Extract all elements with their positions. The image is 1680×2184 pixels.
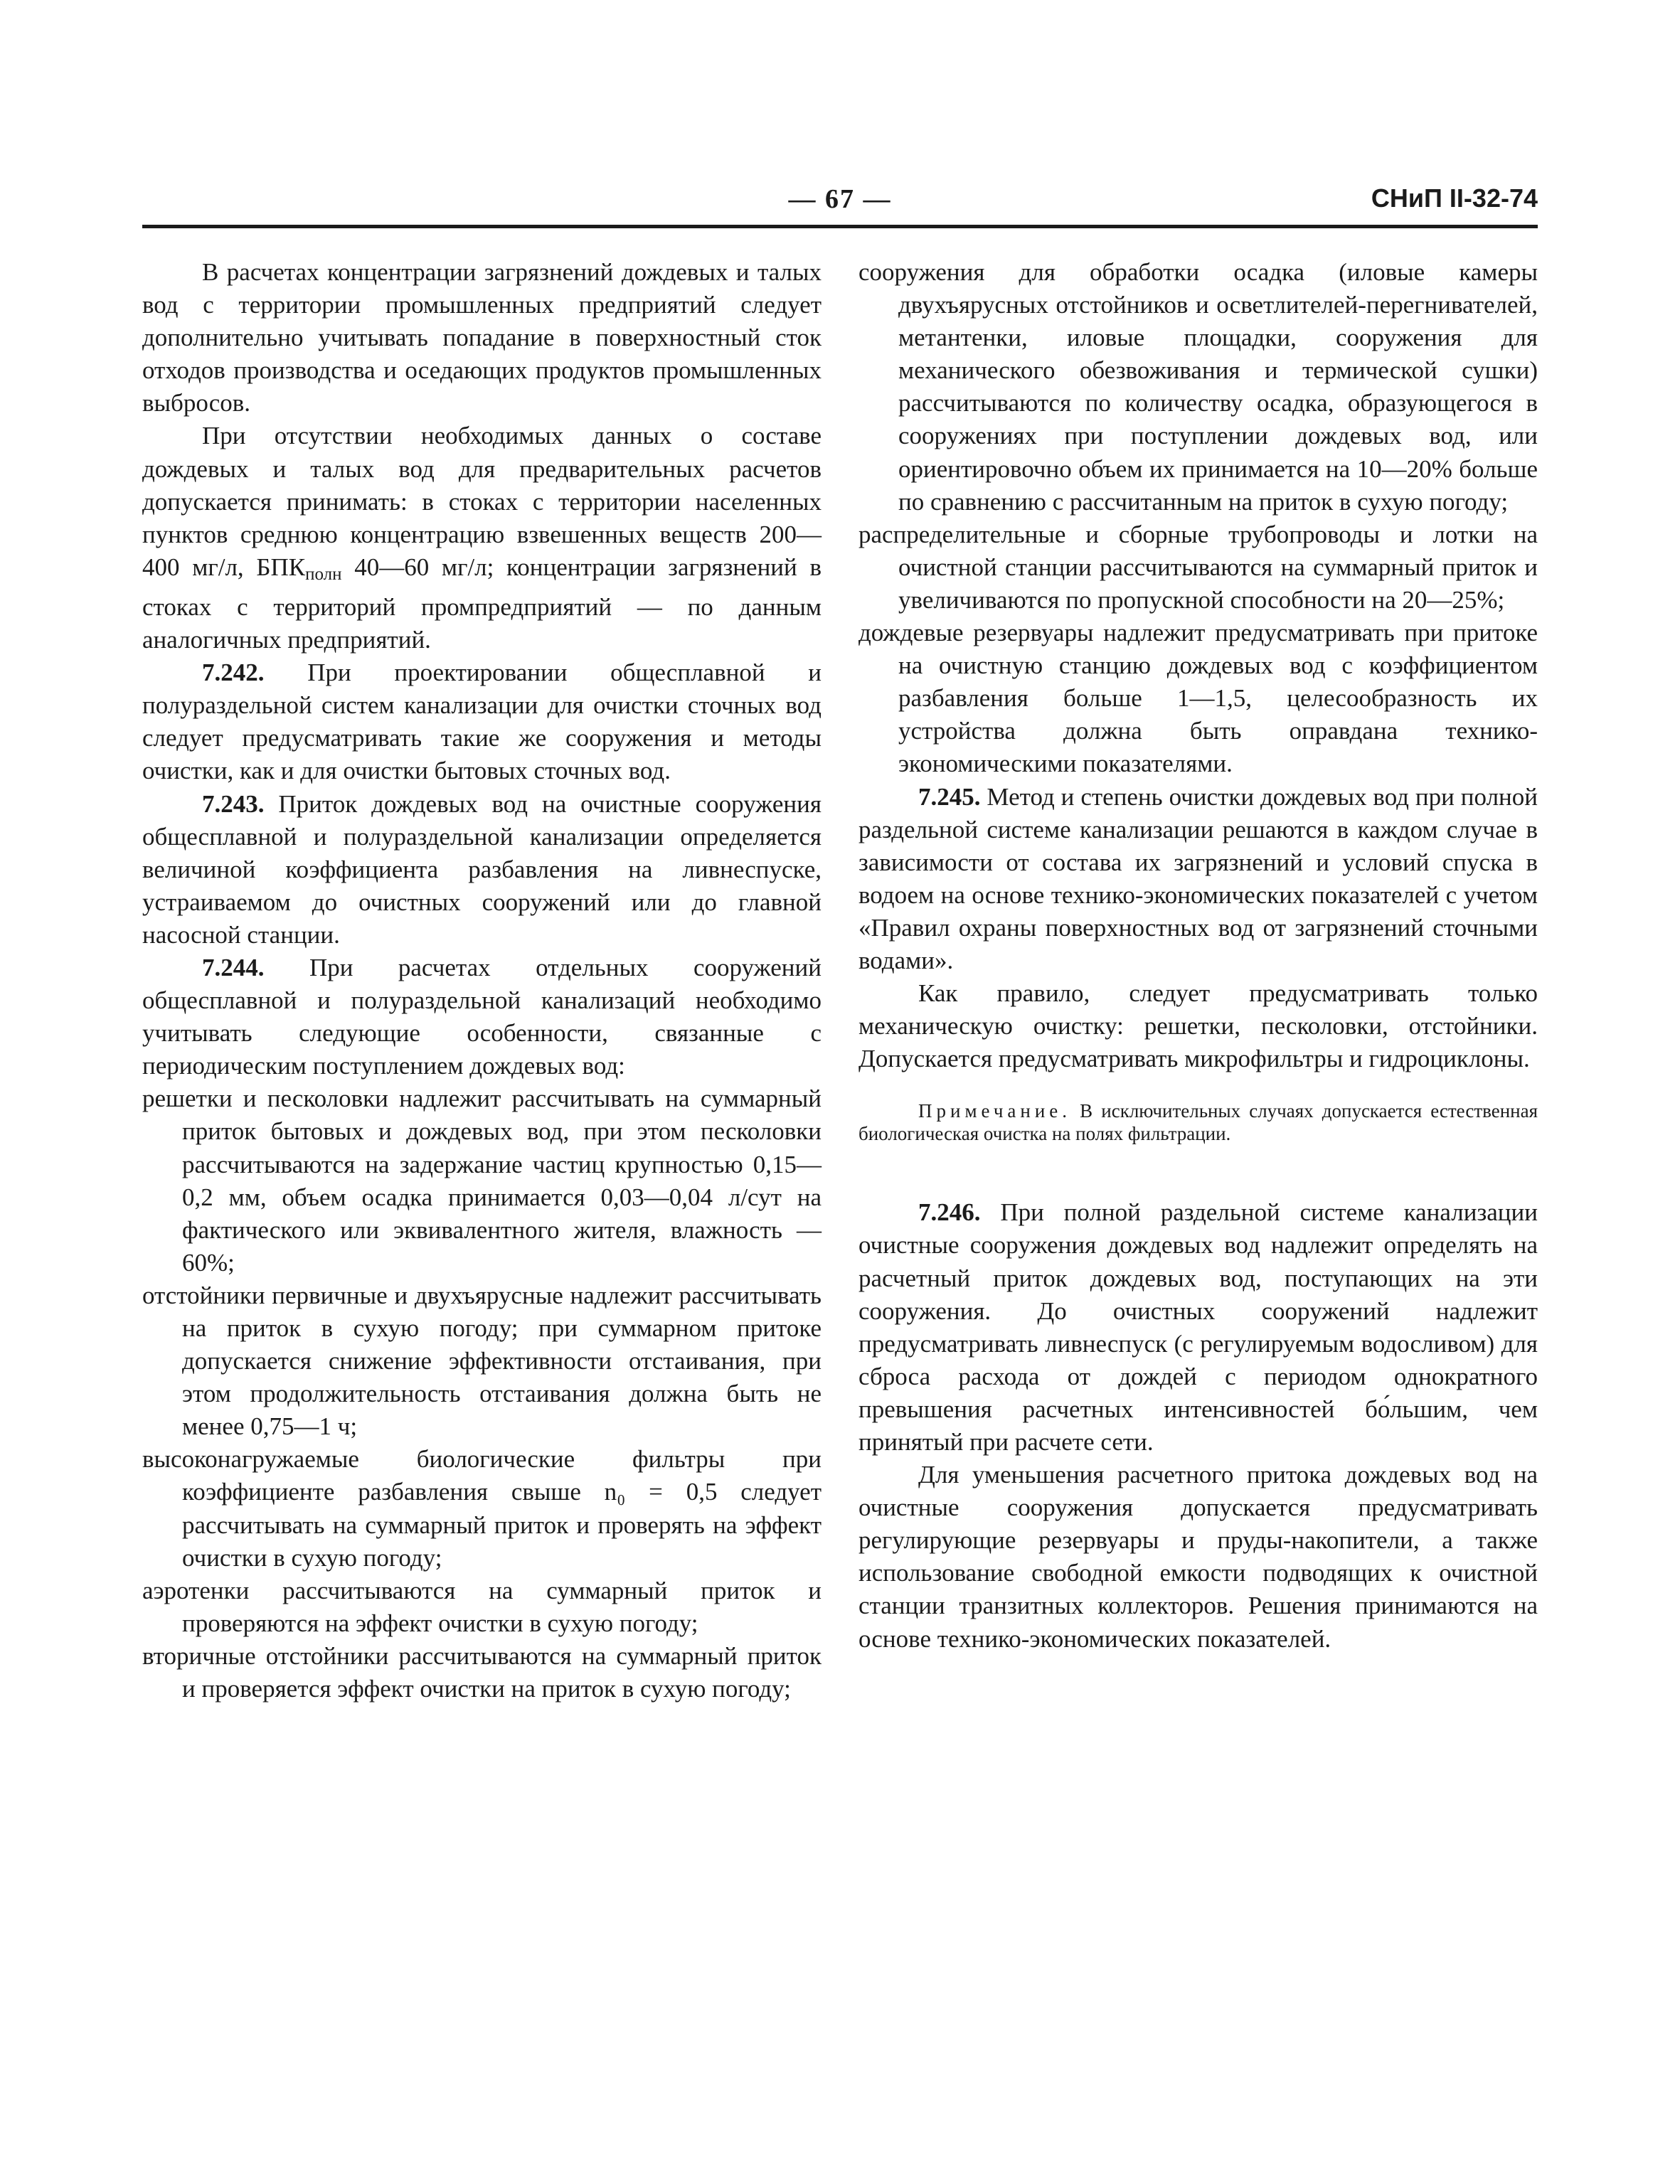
list-item: отстойники первичные и двухъярусные надлежит рассчитывать на приток в сухую погоду; при суммарном притоке допускается снижение эффективности отстаивания, при этом продолжительность отстаивания должна быть не менее 0,75—1 ч; [142, 1281, 822, 1441]
document-code: СНиП II-32-74 [1371, 183, 1538, 213]
page-header [142, 183, 1538, 223]
paragraph: Как правило, следует предусматривать только механическую очистку: решетки, песколовки, отстойники. Допускается предусматривать микрофильтры и гидроциклоны. [858, 979, 1538, 1073]
clause-7-242: 7.242. При проектировании общесплавной и полураздельной систем канализации для очистки сточных вод следует предусматривать такие же сооружения и методы очистки, как и для очистки бытовых сточных вод. [142, 659, 822, 785]
clause-7-243: 7.243. Приток дождевых вод на очистные сооружения общесплавной и полураздельной канализации определяется величиной коэффициента разбавления на ливнеспуске, устраиваемом до очистных сооружений или до главной насосной станции. [142, 789, 822, 949]
subscript: полн [305, 564, 342, 584]
left-column [142, 256, 822, 1705]
paragraph: В расчетах концентрации загрязнений дождевых и талых вод с территории промышленных предприятий следует дополнительно учитывать попадание в поверхностный сток отходов производства и оседающих продуктов промышленных выбросов. [142, 258, 822, 417]
note: Примечание. В исключительных случаях допускается естественная биологическая очистка на полях фильтрации. [858, 1100, 1538, 1145]
clause-label: 7.242. [202, 659, 265, 687]
note-label: Примечание. [918, 1100, 1072, 1122]
list-item: аэротенки рассчитываются на суммарный приток и проверяются на эффект очистки в сухую погоду; [142, 1576, 822, 1637]
page-number: — 67 — [788, 184, 892, 214]
header-rule [142, 225, 1538, 228]
paragraph: Для уменьшения расчетного притока дождевых вод на очистные сооружения допускается предусматривать регулирующие резервуары и пруды-накопители, а также использование свободной емкости подводящих к очистной станции транзитных коллекторов. Решения принимаются на основе технико-экономических показателей. [858, 1461, 1538, 1653]
clause-label: 7.244. [202, 953, 265, 981]
list-item: распределительные и сборные трубопроводы и лотки на очистной станции рассчитываются на суммарный приток и увеличиваются по пропускной способности на 20—25%; [858, 520, 1538, 614]
clause-label: 7.243. [202, 789, 265, 818]
clause-7-246: 7.246. При полной раздельной системе канализации очистные сооружения дождевых вод надлежит определять на расчетный приток дождевых вод, поступающих на эти сооружения. До очистных сооружений надлежит предусматривать ливнеспуск (с регулируемым водосливом) для сброса расхода от дождей с периодом однократного превышения расчетных интенсивностей бо́льшим, чем принятый при расчете сети. [858, 1198, 1538, 1456]
paragraph: При отсутствии необходимых данных о составе дождевых и талых вод для предварительных расчетов допускается принимать: в стоках с территории населенных пунктов среднюю концентрацию взвешенных веществ 200—400 мг/л, $БПК_{полн}$ 40—60 мг/л; концентрации загрязнений в стоках с территорий промпредприятий — по данным аналогичных предприятий. [142, 422, 822, 654]
list-item: решетки и песколовки надлежит рассчитывать на суммарный приток бытовых и дождевых вод, при этом песколовки рассчитываются на задержание частиц крупностью 0,15—0,2 мм, объем осадка принимается 0,03—0,04 л/сут на фактического или эквивалентного жителя, влажность — 60%; [142, 1085, 822, 1277]
clause-label: 7.246. [918, 1198, 981, 1227]
list-item: сооружения для обработки осадка (иловые камеры двухъярусных отстойников и осветлителей-перегнивателей, метантенки, иловые площадки, сооружения для механического обезвоживания и термической сушки) рассчитываются по количеству осадка, образующегося в сооружениях при поступлении дождевых вод, или ориентировочно объем их принимается на 10—20% больше по сравнению с рассчитанным на приток в сухую погоду; [858, 258, 1538, 516]
list-item: вторичные отстойники рассчитываются на суммарный приток и проверяется эффект очистки на приток в сухую погоду; [142, 1641, 822, 1703]
list-item: высоконагружаемые биологические фильтры при коэффициенте разбавления свыше n₀ = 0,5 следует рассчитывать на суммарный приток и проверять на эффект очистки в сухую погоду; [142, 1445, 822, 1572]
list-item: дождевые резервуары надлежит предусматривать при притоке на очистную станцию дождевых вод с коэффициентом разбавления больше 1—1,5, целесообразность их устройства должна быть оправдана технико-экономическими показателями. [858, 619, 1538, 778]
clause-7-244: 7.244. При расчетах отдельных сооружений общесплавной и полураздельной канализаций необходимо учитывать следующие особенности, связанные с периодическим поступлением дождевых вод: [142, 953, 822, 1080]
right-column [858, 256, 1538, 1656]
clause-label: 7.245. [918, 782, 981, 811]
clause-7-245: 7.245. Метод и степень очистки дождевых вод при полной раздельной системе канализации решаются в каждом случае в зависимости от состава их загрязнений и условий спуска в водоем на основе технико-экономических показателей с учетом «Правил охраны поверхностных вод от загрязнений сточными водами». [858, 782, 1538, 974]
